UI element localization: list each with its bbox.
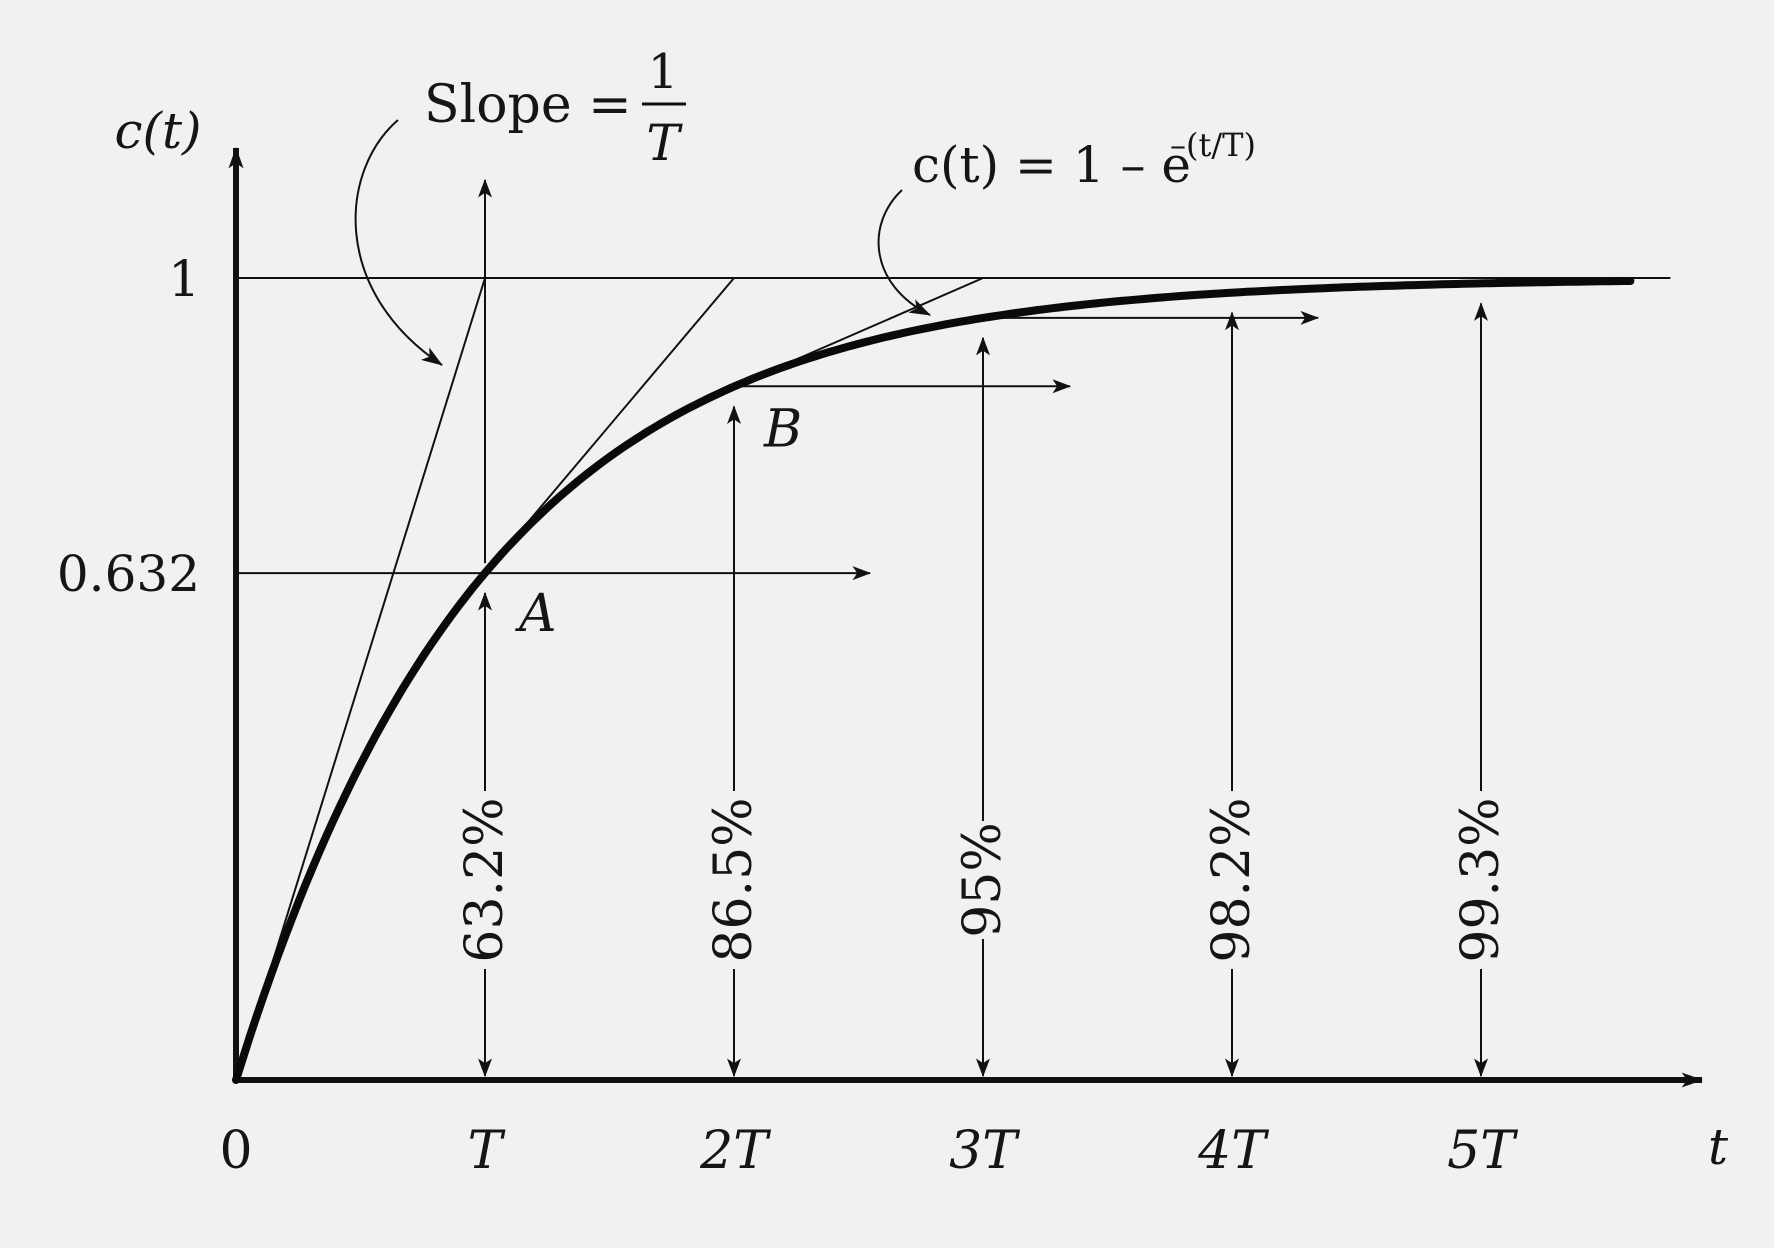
y-tick-label: 1 — [168, 250, 200, 308]
equation-pointer-arrow — [879, 190, 930, 315]
response-curve — [236, 281, 1630, 1080]
response-curve-group — [236, 281, 1630, 1080]
slope-prefix: Slope = — [424, 75, 632, 135]
percent-marker-label: 99.3% — [1451, 797, 1511, 963]
x-tick-label: 3T — [949, 1121, 1017, 1181]
x-tick-label: T — [467, 1121, 503, 1181]
point-a-label: A — [519, 584, 557, 645]
x-tick-label: 0 — [219, 1121, 253, 1181]
y-tick-label: 0.632 — [56, 545, 200, 604]
equation-exponent: –(t/T) — [1170, 126, 1256, 164]
percent-marker-label: 95% — [953, 822, 1013, 938]
percent-marker-label: 98.2% — [1202, 797, 1262, 963]
x-axis-label: t — [1707, 1118, 1729, 1176]
tick-labels — [57, 250, 1518, 1181]
tangent-lines — [236, 278, 983, 1080]
point-b-label: B — [764, 399, 803, 460]
x-tick-label: 2T — [700, 1121, 768, 1181]
point-labels — [515, 399, 802, 644]
percent-marker-label: 63.2% — [455, 797, 515, 963]
x-tick-label: 4T — [1198, 1121, 1266, 1181]
slope-annotation — [356, 44, 686, 365]
slope-denominator: T — [646, 114, 680, 172]
percent-marker-label: 86.5% — [704, 797, 764, 963]
y-axis-label: c(t) — [114, 102, 202, 160]
equation-lhs: c(t) = 1 – e — [912, 136, 1191, 194]
x-tick-label: 5T — [1447, 1121, 1515, 1181]
slope-numerator: 1 — [647, 44, 679, 100]
equation-annotation — [879, 126, 1256, 315]
slope-pointer-arrow — [356, 120, 442, 365]
